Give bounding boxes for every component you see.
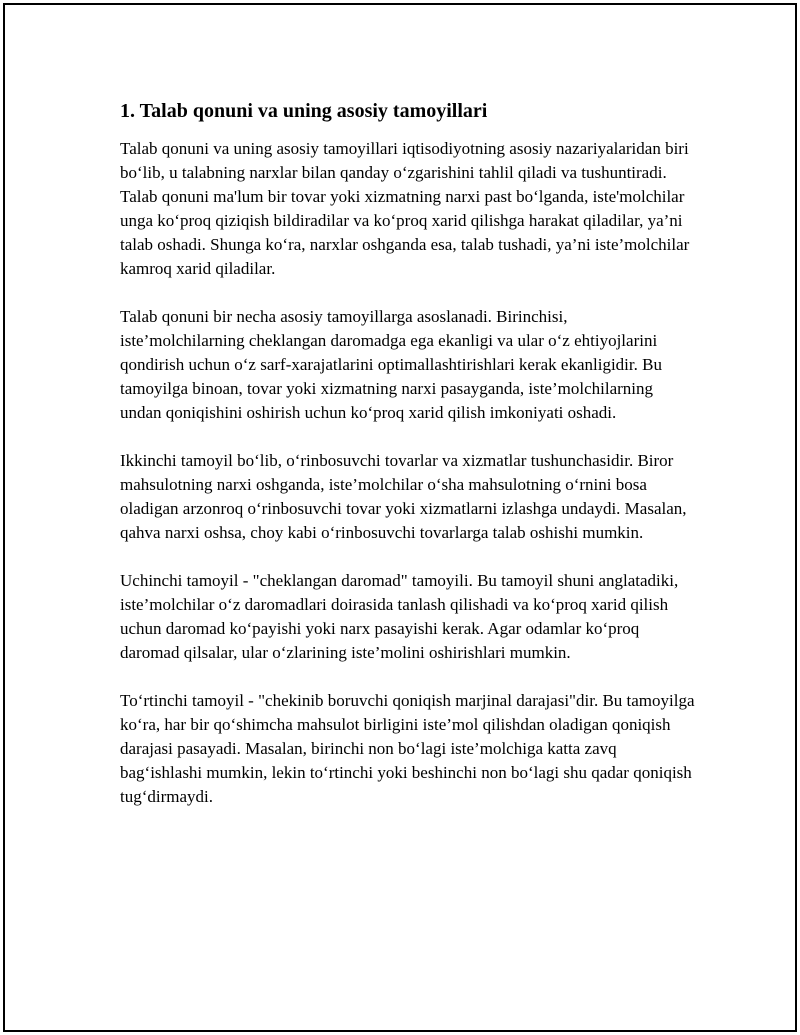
document-body bbox=[120, 97, 695, 833]
paragraph-intro: Talab qonuni va uning asosiy tamoyillari iqtisodiyotning asosiy nazariyalaridan biri bo‘lib, u talabning narxlar bilan qanday o‘zgarishini tahlil qiladi va tushuntiradi. Talab qonuni ma'lum bir tovar yoki xizmatning narxi past bo‘lganda, iste'molchilar unga ko‘proq qiziqish bildiradilar va ko‘proq xarid qilishga harakat qiladilar, ya’ni talab oshadi. Shunga ko‘ra, narxlar oshganda esa, talab tushadi, ya’ni iste’molchilar kamroq xarid qiladilar. bbox=[120, 139, 690, 278]
paragraph-second-principle: Ikkinchi tamoyil bo‘lib, o‘rinbosuvchi tovarlar va xizmatlar tushunchasidir. Biror mahsulotning narxi oshganda, iste’molchilar o‘sha mahsulotning o‘rnini bosa oladigan arzonroq o‘rinbosuvchi tovar yoki xizmatlarni izlashga undaydi. Masalan, qahva narxi oshsa, choy kabi o‘rinbosuvchi tovarlarga talab oshishi mumkin. bbox=[120, 451, 687, 542]
paragraph-third-principle: Uchinchi tamoyil - "cheklangan daromad" tamoyili. Bu tamoyil shuni anglatadiki, iste’molchilar o‘z daromadlari doirasida tanlash qilishadi va ko‘proq xarid qilish uchun daromad ko‘payishi yoki narx pasayishi kerak. Agar odamlar ko‘proq daromad qilsalar, ular o‘zlarining iste’molini oshirishlari mumkin. bbox=[120, 571, 679, 662]
section-heading: 1. Talab qonuni va uning asosiy tamoyillari bbox=[120, 100, 488, 122]
paragraph-fourth-principle: To‘rtinchi tamoyil - "chekinib boruvchi qoniqish marjinal darajasi"dir. Bu tamoyilga ko‘ra, har bir qo‘shimcha mahsulot birligini iste’mol qilishdan oladigan qoniqish darajasi pasayadi. Masalan, birinchi non bo‘lagi iste’molchiga katta zavq bag‘ishlashi mumkin, lekin to‘rtinchi yoki beshinchi non bo‘lagi shu qadar qoniqish tug‘dirmaydi. bbox=[120, 691, 695, 806]
page-frame bbox=[3, 3, 797, 1032]
paragraph-first-principle: Talab qonuni bir necha asosiy tamoyillarga asoslanadi. Birinchisi, iste’molchilarning cheklangan daromadga ega ekanligi va ular o‘z ehtiyojlarini qondirish uchun o‘z sarf-xarajatlarini optimallashtirishlari kerak ekanligidir. Bu tamoyilga binoan, tovar yoki xizmatning narxi pasayganda, iste’molchilarning undan qoniqishini oshirish uchun ko‘proq xarid qilish imkoniyati oshadi. bbox=[120, 307, 662, 422]
